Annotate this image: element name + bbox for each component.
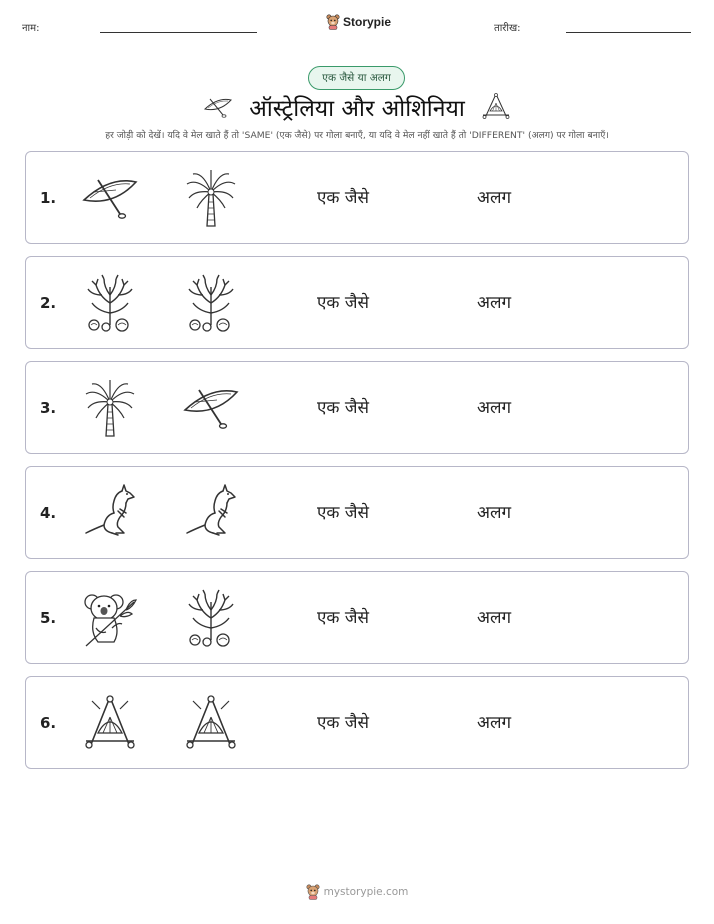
bear-mascot-icon: [326, 14, 340, 30]
brand-name: Storypie: [343, 15, 392, 29]
kangaroo-icon: [82, 483, 138, 543]
item-row: [25, 361, 689, 454]
same-option[interactable]: एक जैसे: [317, 503, 369, 523]
same-option[interactable]: एक जैसे: [317, 608, 369, 628]
item-row: [25, 256, 689, 349]
different-option[interactable]: अलग: [477, 503, 512, 523]
different-option[interactable]: अलग: [477, 608, 512, 628]
footer: [0, 884, 714, 900]
shell-tripod-icon: [82, 693, 138, 753]
coral-icon: [82, 273, 138, 333]
canoe-icon: [203, 95, 233, 119]
item-number: 3.: [40, 399, 57, 417]
koala-icon: [82, 588, 138, 648]
different-option[interactable]: अलग: [477, 293, 512, 313]
different-option[interactable]: अलग: [477, 713, 512, 733]
item-row: [25, 466, 689, 559]
shell-tripod-icon: [481, 92, 511, 122]
coral-icon: [183, 588, 239, 648]
kangaroo-icon: [183, 483, 239, 543]
shell-tripod-icon: [183, 693, 239, 753]
instructions-text: हर जोड़ी को देखें। यदि वे मेल खाते हैं तो 'SAME' (एक जैसे) पर गोला बनाएँ, या यदि वे मेल नहीं खाते हैं तो 'DIFFERENT' (अलग) पर गोला बनाएँ।: [105, 130, 609, 141]
footer-url: mystorypie.com: [323, 886, 409, 898]
worksheet-header: [0, 14, 714, 44]
palm-tree-icon: [82, 378, 138, 438]
item-number: 2.: [40, 294, 57, 312]
name-field[interactable]: [100, 32, 257, 33]
item-row: [25, 571, 689, 664]
different-option[interactable]: अलग: [477, 398, 512, 418]
canoe-icon: [183, 378, 239, 438]
name-label: नाम:: [22, 23, 40, 34]
item-number: 1.: [40, 189, 57, 207]
palm-tree-icon: [183, 168, 239, 228]
same-option[interactable]: एक जैसे: [317, 188, 369, 208]
same-option[interactable]: एक जैसे: [317, 713, 369, 733]
date-label: तारीख:: [494, 23, 521, 34]
coral-icon: [183, 273, 239, 333]
item-number: 6.: [40, 714, 57, 732]
bear-mascot-icon: [306, 884, 320, 900]
item-number: 4.: [40, 504, 57, 522]
different-option[interactable]: अलग: [477, 188, 512, 208]
item-number: 5.: [40, 609, 57, 627]
date-field[interactable]: [566, 32, 691, 33]
page-title: ऑस्ट्रेलिया और ओशिनिया: [249, 96, 465, 122]
title-row: [0, 90, 714, 124]
same-option[interactable]: एक जैसे: [317, 398, 369, 418]
same-option[interactable]: एक जैसे: [317, 293, 369, 313]
canoe-icon: [82, 168, 138, 228]
item-row: [25, 151, 689, 244]
brand-logo: [326, 14, 391, 30]
worksheet-type-badge: एक जैसे या अलग: [308, 66, 405, 90]
item-row: [25, 676, 689, 769]
